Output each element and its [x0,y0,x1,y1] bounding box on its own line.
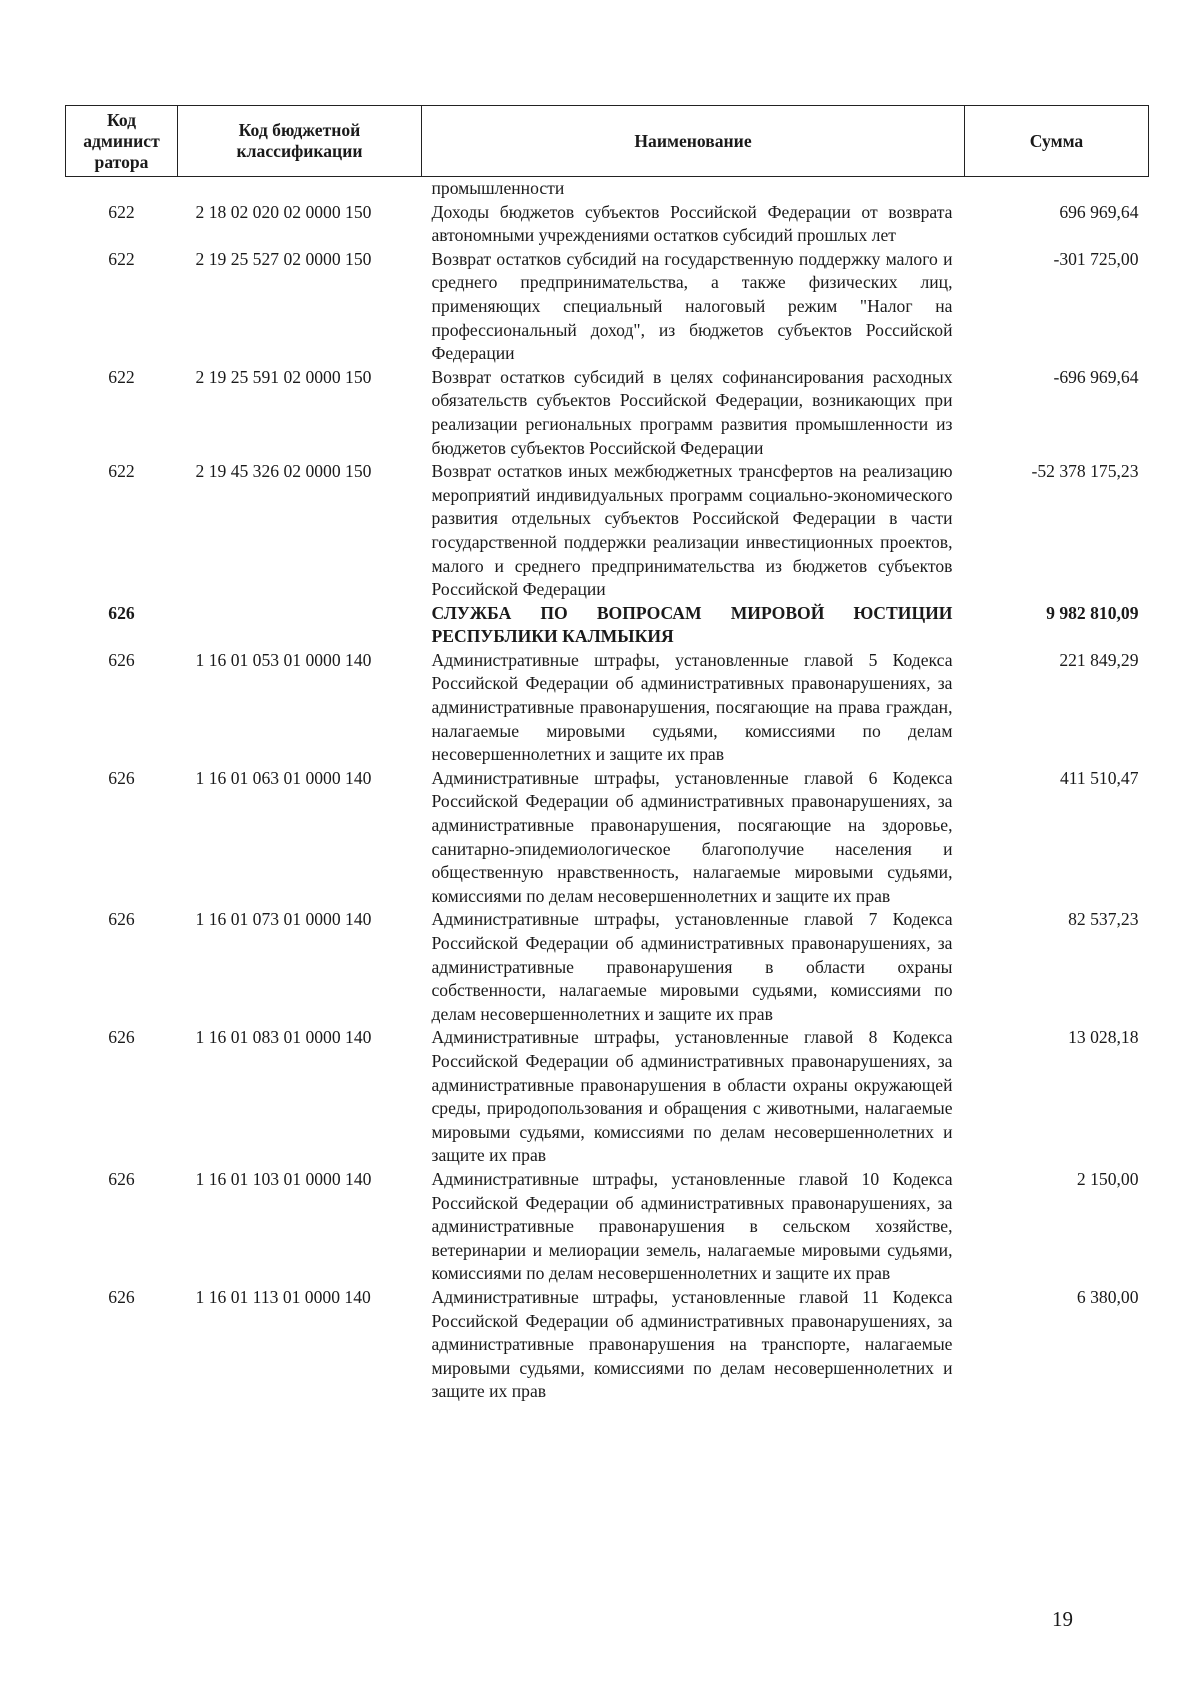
cell-admin: 626 [108,767,135,788]
cell-kbk: 1 16 01 113 01 0000 140 [195,1286,371,1307]
page-number: 19 [1052,1607,1073,1631]
cell-sum: -52 378 175,23 [1031,461,1139,482]
table-header-row [66,106,1149,177]
cell-kbk: 1 16 01 073 01 0000 140 [195,909,372,930]
table-row [66,1168,1149,1286]
cell-kbk: 1 16 01 063 01 0000 140 [195,767,372,788]
cell-admin: 626 [108,602,135,623]
cell-name: Административные штрафы, установленные главой 7 Кодекса Российской Федерации об административных правонарушениях, за административные правонарушения в области охраны собственности, налагаемые мировыми судьями, комиссиями по делам несовершеннолетних и защите их прав [431,909,953,1024]
continuation-row [66,177,1149,201]
cell-admin: 626 [108,1286,135,1307]
table-row [66,649,1149,767]
cell-sum: 696 969,64 [1059,201,1139,222]
cell-admin: 626 [108,909,135,930]
cell-kbk: 1 16 01 103 01 0000 140 [195,1168,372,1189]
table-row [66,248,1149,366]
cell-sum: 13 028,18 [1068,1027,1139,1048]
cell-name: Административные штрафы, установленные главой 11 Кодекса Российской Федерации об административных правонарушениях, за административные правонарушения на транспорте, налагаемые мировыми судьями, комиссиями по делам несовершеннолетних и защите их прав [431,1286,953,1402]
header-budget-code: Код бюджетной классификации [178,106,422,177]
cell-admin: 622 [108,366,135,387]
header-admin-code: Код админист ратора [66,106,178,177]
cell-kbk: 1 16 01 083 01 0000 140 [195,1027,372,1048]
section-total-row [66,602,1149,649]
cell-admin: 626 [108,1168,135,1189]
cell-name: Возврат остатков субсидий в целях софинансирования расходных обязательств субъектов Российской Федерации, возникающих при реализации региональных программ развития промышленности из бюджетов субъектов Российской Федерации [431,366,953,458]
cell-sum: 221 849,29 [1059,649,1139,670]
cell-kbk [178,602,422,649]
cell-admin: 626 [108,649,135,670]
table-row [66,201,1149,248]
cell-kbk: 2 18 02 020 02 0000 150 [195,201,372,222]
cell-kbk: 2 19 25 527 02 0000 150 [195,248,372,269]
cell-admin: 622 [108,248,135,269]
table-row [66,908,1149,1026]
cell-sum: -696 969,64 [1053,366,1139,387]
cell-sum: 6 380,00 [1076,1286,1139,1307]
header-name: Наименование [422,106,965,177]
cell-name: Административные штрафы, установленные главой 5 Кодекса Российской Федерации об административных правонарушениях, за административные правонарушения, посягающие на права граждан, налагаемые мировыми судьями, комиссиями по делам несовершеннолетних и защите их прав [431,649,953,765]
table-row [66,460,1149,602]
cell-name: Административные штрафы, установленные главой 10 Кодекса Российской Федерации об административных правонарушениях, за административные правонарушения в сельском хозяйстве, ветеринарии и мелиорации земель, налагаемые мировыми судьями, комиссиями по делам несовершеннолетних и защите их прав [431,1168,953,1284]
cell-name: Административные штрафы, установленные главой 8 Кодекса Российской Федерации об административных правонарушениях, за административные правонарушения в области охраны окружающей среды, природопользования и обращения с животными, налагаемые мировыми судьями, комиссиями по делам несовершеннолетних и защите их прав [431,1027,953,1166]
table-row [66,1286,1149,1404]
cell-sum: 411 510,47 [1059,767,1139,788]
cell-name: Административные штрафы, установленные главой 6 Кодекса Российской Федерации об административных правонарушениях, за административные правонарушения, посягающие на здоровье, санитарно-эпидемиологическое благополучие населения и общественную нравственность, налагаемые мировыми судьями, комиссиями по делам несовершеннолетних и защите их прав [431,767,953,906]
cell-admin: 622 [108,461,135,482]
cell-name: Возврат остатков субсидий на государственную поддержку малого и среднего предпринимательства, а также физических лиц, применяющих специальный налоговый режим "Налог на профессиональный доход", из бюджетов субъектов Российской Федерации [431,248,953,364]
continuation-text: промышленности [431,178,565,198]
table-row [66,767,1149,909]
table-row [66,366,1149,460]
cell-kbk: 1 16 01 053 01 0000 140 [195,649,372,670]
cell-kbk: 2 19 25 591 02 0000 150 [195,366,372,387]
cell-sum: 2 150,00 [1076,1168,1139,1189]
section-total-sum: 9 982 810,09 [1046,602,1139,623]
section-title: СЛУЖБА ПО ВОПРОСАМ МИРОВОЙ ЮСТИЦИИ РЕСПУБЛИКИ КАЛМЫКИЯ [431,602,953,647]
cell-sum: -301 725,00 [1053,248,1139,269]
cell-sum: 82 537,23 [1068,909,1139,930]
budget-revenue-table [65,105,1149,1404]
table-row [66,1026,1149,1168]
cell-kbk: 2 19 45 326 02 0000 150 [195,461,372,482]
cell-name: Возврат остатков иных межбюджетных трансфертов на реализацию мероприятий индивидуальных программ социально-экономического развития отдельных субъектов Российской Федерации в части государственной поддержки реализации инвестиционных проектов, малого и среднего предпринимательства из бюджетов субъектов Российской Федерации [431,461,953,600]
header-sum: Сумма [965,106,1149,177]
cell-admin: 626 [108,1027,135,1048]
cell-name: Доходы бюджетов субъектов Российской Федерации от возврата автономными учреждениями остатков субсидий прошлых лет [431,201,953,246]
cell-admin: 622 [108,201,135,222]
